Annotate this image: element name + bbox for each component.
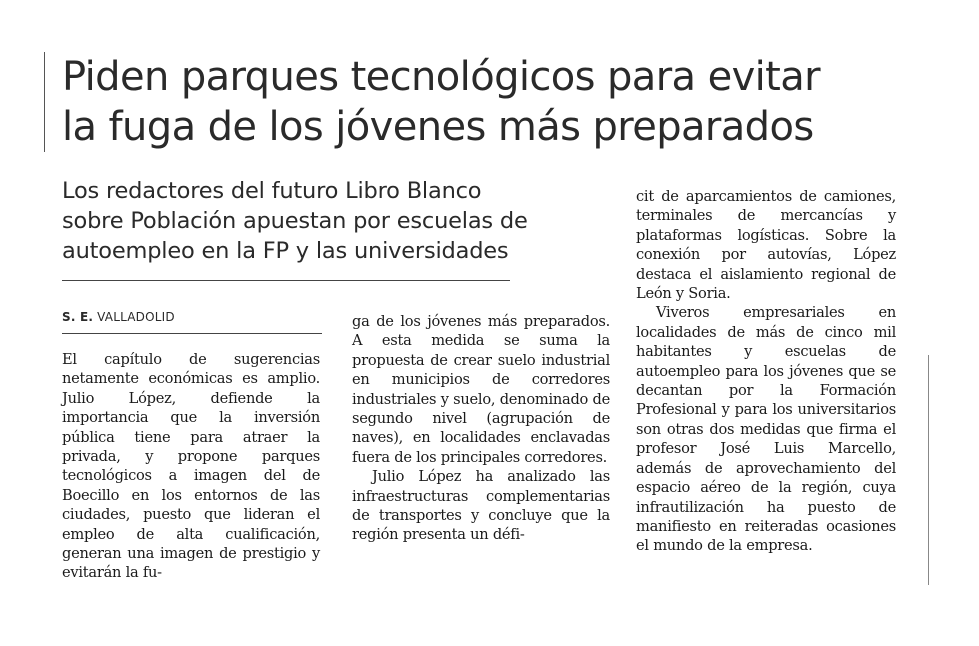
subheadline-line-2: sobre Población apuestan por escuelas de xyxy=(62,208,528,234)
headline xyxy=(62,52,922,152)
headline-line-1: Piden parques tecnológicos para evitar xyxy=(62,54,821,100)
subheadline-line-3: autoempleo en la FP y las universidades xyxy=(62,238,509,264)
paragraph: ga de los jóvenes más preparados. A esta medida se suma la propuesta de crear suelo industrial en municipios de corredores industriales y suelo, denominado de segundo nivel (agrupación de naves), en localidades enclavadas fuera de los principales corredores. xyxy=(352,313,610,466)
headline-line-2: la fuga de los jóvenes más preparados xyxy=(62,104,814,150)
paragraph: Julio López ha analizado las infraestructuras complementarias de transportes y concluye que la región presenta un défi- xyxy=(352,468,610,544)
left-column-rule xyxy=(44,52,45,152)
byline-initials: S. E. xyxy=(62,310,94,324)
right-column-rule xyxy=(928,355,929,585)
byline xyxy=(62,310,322,324)
byline-city: VALLADOLID xyxy=(97,310,175,324)
subheadline xyxy=(62,176,602,266)
subheadline-line-1: Los redactores del futuro Libro Blanco xyxy=(62,178,482,204)
body-column-1 xyxy=(62,350,320,583)
body-column-2 xyxy=(352,312,610,545)
subheadline-rule xyxy=(62,280,510,281)
body-column-3 xyxy=(636,187,896,556)
paragraph: El capítulo de sugerencias netamente económicas es amplio. Julio López, defiende la importancia que la inversión pública tiene para atraer la privada, y propone parques tecnológicos a imagen del de Boecillo en los entornos de las ciudades, puesto que lideran el empleo de alta cualificación, generan una imagen de prestigio y evitarán la fu- xyxy=(62,351,320,582)
byline-rule xyxy=(62,333,322,334)
paragraph: cit de aparcamientos de camiones, terminales de mercancías y plataformas logísticas. Sobre la conexión por autovías, López destaca el aislamiento regional de León y Soria. xyxy=(636,188,896,303)
paragraph: Viveros empresariales en localidades de más de cinco mil habitantes y escuelas de autoempleo para los jóvenes que se decantan por la Formación Profesional y para los universitarios son otras dos medidas que firma el profesor José Luis Marcello, además de aprovechamiento del espacio aéreo de la región, cuya infrautilización ha puesto de manifiesto en reiteradas ocasiones el mundo de la empresa. xyxy=(636,304,896,555)
